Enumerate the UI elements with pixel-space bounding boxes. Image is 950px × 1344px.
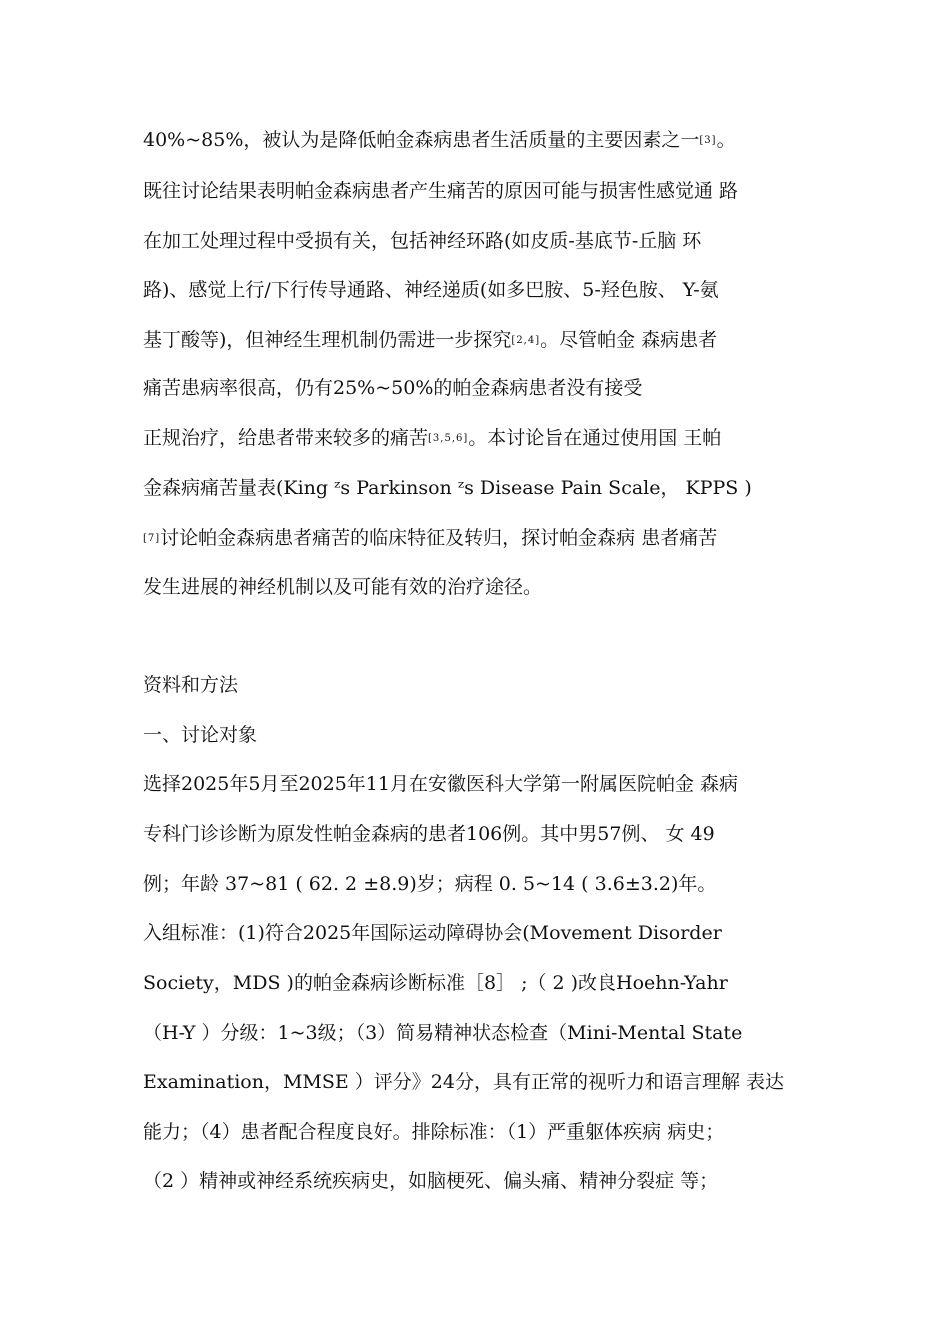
section-heading: 资料和方法	[143, 674, 239, 696]
citation: [3,5,6]	[428, 433, 469, 444]
text-line: 入组标准：(1)符合2025年国际运动障碍协会(Movement Disorder	[143, 922, 722, 944]
text-line: Examination，MMSE ）评分》24分，具有正常的视听力和语言理解 表达	[143, 1071, 785, 1093]
text-line: 40%~85%，被认为是降低帕金森病患者生活质量的主要因素之一[3]。	[143, 129, 736, 151]
text-line: 选择2025年5月至2025年11月在安徽医科大学第一附属医院帕金 森病	[143, 773, 739, 795]
text-line: （H-Y ）分级：1~3级；（3）简易精神状态检查（Mini-Mental State	[143, 1022, 743, 1044]
subsection-heading: 一、讨论对象	[143, 724, 258, 746]
text-line: Society，MDS )的帕金森病诊断标准［8］ ;（ 2 )改良Hoehn-Yahr	[143, 972, 728, 994]
text-line: 痛苦患病率很高，仍有25%~50%的帕金森病患者没有接受	[143, 377, 643, 399]
text-line: 基丁酸等)，但神经生理机制仍需进一步探究[2,4]。尽管帕金 森病患者	[143, 329, 718, 351]
text-line: 既往讨论结果表明帕金森病患者产生痛苦的原因可能与损害性感觉通 路	[143, 180, 739, 202]
text-line: 正规治疗，给患者带来较多的痛苦[3,5,6]。本讨论旨在通过使用国 王帕	[143, 427, 722, 449]
citation: [7]	[143, 533, 161, 544]
text-line: 专科门诊诊断为原发性帕金森病的患者106例。其中男57例、 女 49	[143, 823, 715, 845]
text-line: [7]讨论帕金森病患者痛苦的临床特征及转归，探讨帕金森病 患者痛苦	[143, 527, 718, 549]
text-line: 发生进展的神经机制以及可能有效的治疗途径。	[143, 576, 543, 598]
text-line: 能力；（4）患者配合程度良好。排除标准：（1）严重躯体疾病 病史；	[143, 1121, 725, 1143]
text-line: 在加工处理过程中受损有关，包括神经环路(如皮质-基底节-丘脑 环	[143, 230, 702, 252]
text-line: 例；年龄 37~81 ( 62. 2 ±8.9)岁；病程 0. 5~14 ( 3.6±3.2)年。	[143, 873, 717, 895]
citation: [2,4]	[511, 335, 541, 346]
citation: [3]	[699, 135, 717, 146]
text-line: （2 ）精神或神经系统疾病史，如脑梗死、偏头痛、精神分裂症 等；	[143, 1170, 719, 1192]
text-line: 路)、感觉上行/下行传导通路、神经递质(如多巴胺、5-羟色胺、 Y-氨	[143, 279, 719, 301]
text-line: 金森病痛苦量表(King ᶻs Parkinson ᶻs Disease Pain Scale， KPPS )	[143, 477, 752, 499]
